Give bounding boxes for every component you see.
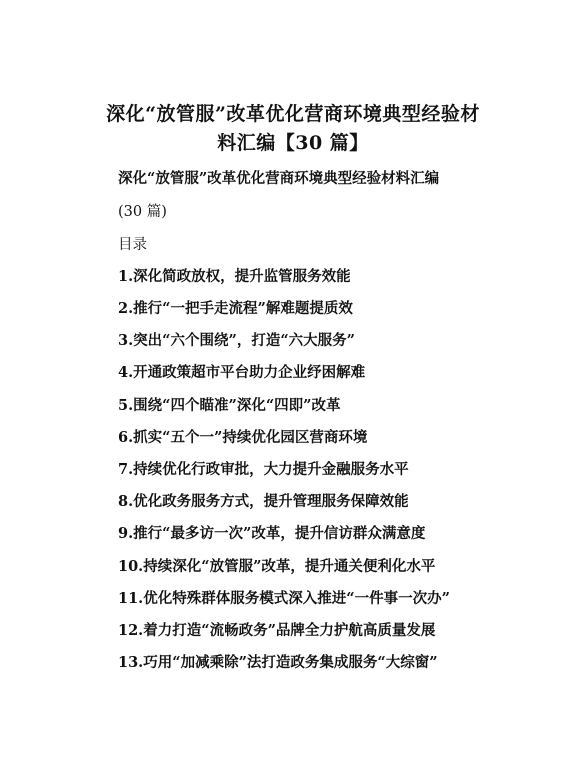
toc-item-12: 12.着力打造“流畅政务”品牌全力护航高质量发展 xyxy=(118,622,436,639)
toc-item-10: 10.持续深化“放管服”改革，提升通关便利化水平 xyxy=(118,558,436,575)
document-title-line-1: 深化“放管服”改革优化营商环境典型经验材 xyxy=(106,103,480,125)
toc-item-5: 5.围绕“四个瞄准”深化“四即”改革 xyxy=(118,397,341,414)
toc-item-7: 7.持续优化行政审批，大力提升金融服务水平 xyxy=(118,461,409,478)
subtitle-line-2: (30 篇) xyxy=(118,204,167,220)
toc-item-1: 1.深化简政放权，提升监管服务效能 xyxy=(118,268,351,285)
toc-item-11: 11.优化特殊群体服务模式深入推进“一件事一次办” xyxy=(118,590,450,607)
toc-item-8: 8.优化政务服务方式，提升管理服务保障效能 xyxy=(118,493,409,510)
toc-item-4: 4.开通政策超市平台助力企业纾困解难 xyxy=(118,364,366,381)
subtitle-line-1: 深化“放管服”改革优化营商环境典型经验材料汇编 xyxy=(118,170,440,187)
toc-item-3: 3.突出“六个围绕”，打造“六大服务” xyxy=(118,332,355,349)
toc-item-13: 13.巧用“加减乘除”法打造政务集成服务“大综窗” xyxy=(118,654,438,671)
document-title-line-2: 料汇编【30 篇】 xyxy=(217,132,369,154)
toc-heading: 目录 xyxy=(118,237,147,253)
toc-item-6: 6.抓实“五个一”持续优化园区营商环境 xyxy=(118,429,368,446)
toc-item-9: 9.推行“最多访一次”改革，提升信访群众满意度 xyxy=(118,525,426,542)
toc-item-2: 2.推行“一把手走流程”解难题提质效 xyxy=(118,300,353,317)
